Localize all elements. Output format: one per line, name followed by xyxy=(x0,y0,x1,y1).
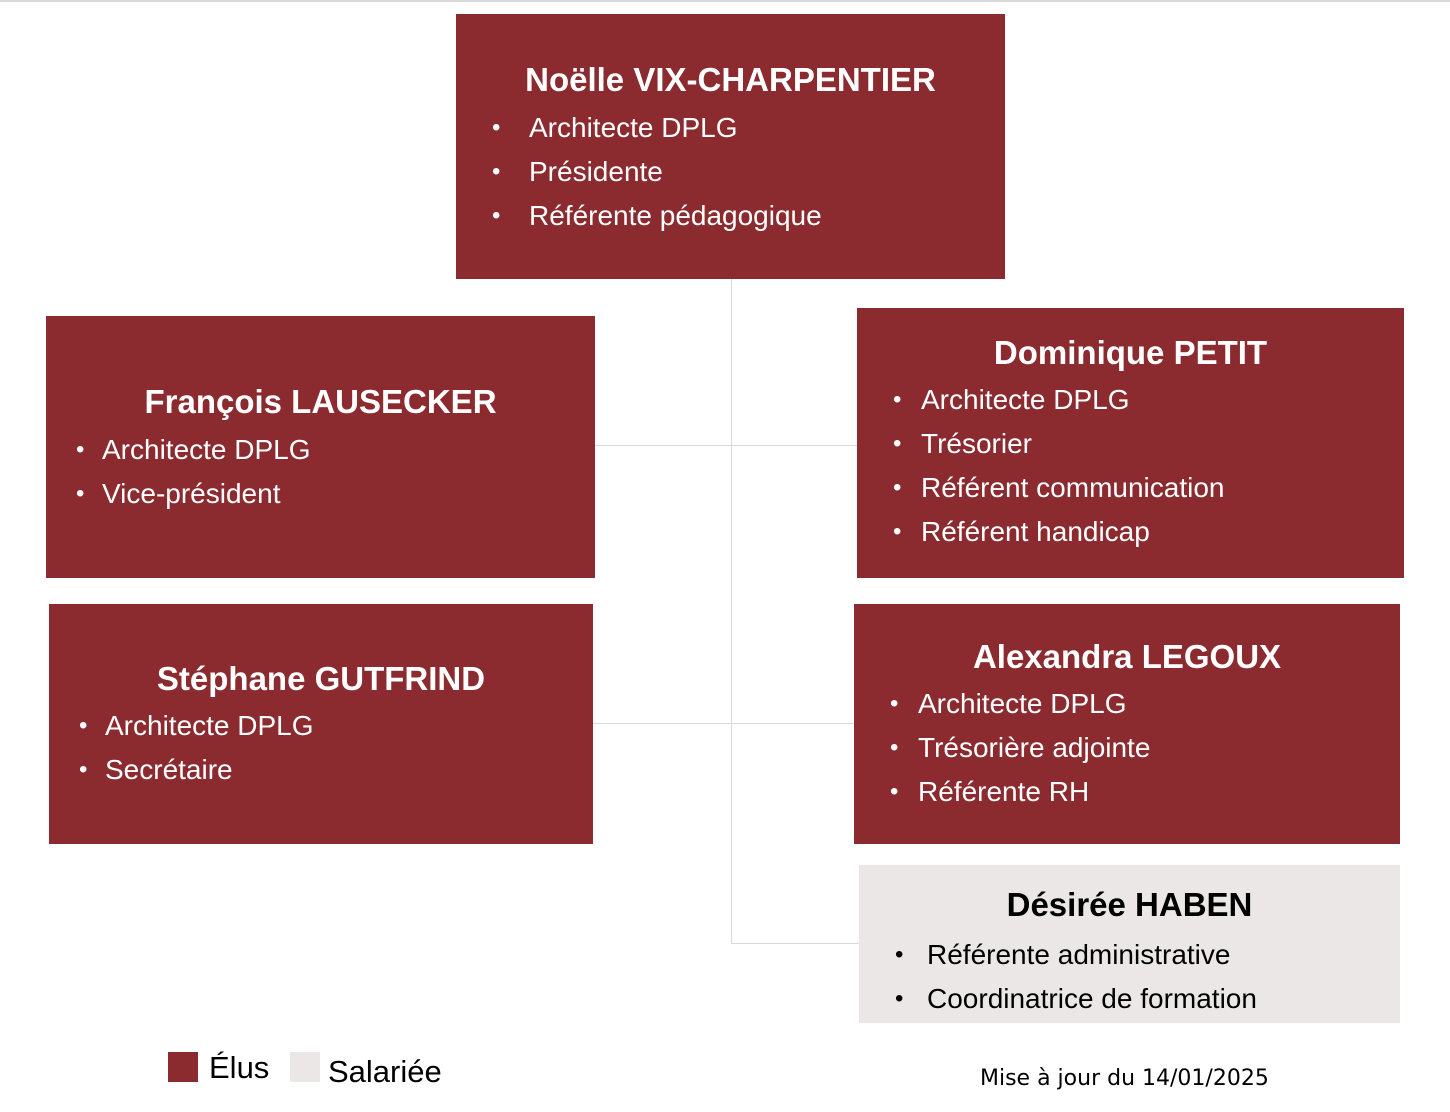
role-item xyxy=(492,106,822,150)
member-card-lausecker xyxy=(46,316,595,578)
member-roles xyxy=(895,933,1257,1021)
member-name: Désirée HABEN xyxy=(1006,886,1253,923)
member-roles xyxy=(893,378,1224,554)
top-border xyxy=(0,0,1450,2)
member-roles xyxy=(492,106,822,238)
role-label: Secrétaire xyxy=(105,754,233,785)
bullet-icon: • xyxy=(890,690,899,717)
bullet-icon: • xyxy=(893,430,902,457)
role-label: Référent handicap xyxy=(921,516,1150,547)
role-label: Référente RH xyxy=(918,776,1090,807)
role-item xyxy=(79,704,314,748)
bullet-icon: • xyxy=(895,985,904,1012)
bullet-icon: • xyxy=(79,756,88,783)
bullet-icon: • xyxy=(890,778,899,805)
role-item xyxy=(492,150,822,194)
member-card-legoux xyxy=(854,604,1400,844)
bullet-icon: • xyxy=(893,474,902,501)
role-label: Référente administrative xyxy=(927,939,1231,970)
member-name: Alexandra LEGOUX xyxy=(972,638,1282,675)
bullet-icon: • xyxy=(492,114,501,141)
member-name: Noëlle VIX-CHARPENTIER xyxy=(525,61,936,98)
member-name: Stéphane GUTFRIND xyxy=(156,660,486,697)
member-card-gutfrind xyxy=(49,604,593,844)
role-item xyxy=(76,428,311,472)
connector-lausecker-petit xyxy=(595,445,857,446)
role-label: Référente pédagogique xyxy=(529,200,822,231)
role-item xyxy=(890,682,1150,726)
role-label: Architecte DPLG xyxy=(921,384,1130,415)
bullet-icon: • xyxy=(895,941,904,968)
bullet-icon: • xyxy=(76,480,85,507)
role-label: Présidente xyxy=(529,156,663,187)
role-item xyxy=(893,510,1224,554)
legend-swatch-staff xyxy=(290,1052,320,1082)
member-name: François LAUSECKER xyxy=(144,383,497,420)
member-card-vix-charpentier xyxy=(456,14,1005,279)
role-item xyxy=(890,726,1150,770)
bullet-icon: • xyxy=(492,202,501,229)
legend-swatch-elected xyxy=(168,1052,198,1082)
role-label: Trésorier xyxy=(921,428,1032,459)
role-label: Architecte DPLG xyxy=(529,112,738,143)
role-label: Architecte DPLG xyxy=(105,710,314,741)
member-roles xyxy=(79,704,314,792)
role-item xyxy=(895,977,1257,1021)
bullet-icon: • xyxy=(79,712,88,739)
member-roles xyxy=(890,682,1150,814)
role-item xyxy=(79,748,314,792)
legend-label-staff: Salariée xyxy=(328,1054,442,1089)
role-label: Architecte DPLG xyxy=(102,434,311,465)
connector-vertical-trunk xyxy=(731,279,732,944)
member-card-haben xyxy=(859,865,1400,1023)
member-card-petit xyxy=(857,308,1404,578)
role-item xyxy=(76,472,311,516)
member-roles xyxy=(76,428,311,516)
connector-gutfrind-legoux xyxy=(593,723,854,724)
role-label: Architecte DPLG xyxy=(918,688,1127,719)
role-item xyxy=(893,466,1224,510)
role-label: Vice-président xyxy=(102,478,281,509)
bullet-icon: • xyxy=(893,518,902,545)
role-item xyxy=(492,194,822,238)
role-label: Trésorière adjointe xyxy=(918,732,1151,763)
role-label: Coordinatrice de formation xyxy=(927,983,1257,1014)
role-item xyxy=(893,378,1224,422)
role-item xyxy=(893,422,1224,466)
bullet-icon: • xyxy=(893,386,902,413)
role-item xyxy=(895,933,1257,977)
role-item xyxy=(890,770,1150,814)
update-date: Mise à jour du 14/01/2025 xyxy=(980,1066,1269,1091)
member-name: Dominique PETIT xyxy=(993,334,1268,371)
role-label: Référent communication xyxy=(921,472,1225,503)
connector-haben xyxy=(731,943,859,944)
bullet-icon: • xyxy=(76,436,85,463)
legend-label-elected: Élus xyxy=(209,1050,270,1085)
bullet-icon: • xyxy=(492,158,501,185)
bullet-icon: • xyxy=(890,734,899,761)
